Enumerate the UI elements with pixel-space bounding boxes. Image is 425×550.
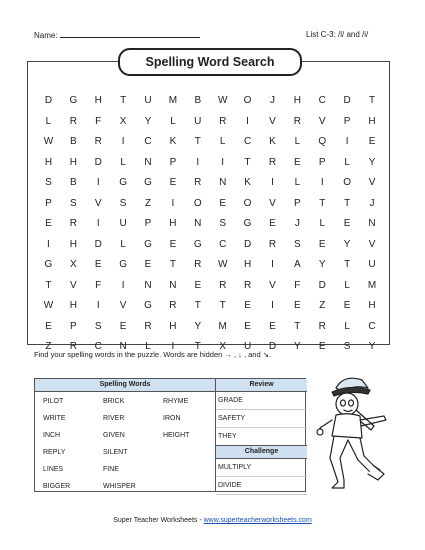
grid-letter[interactable]: U	[243, 341, 252, 352]
grid-letter[interactable]: B	[194, 95, 202, 106]
grid-letter[interactable]: S	[45, 177, 52, 188]
grid-letter[interactable]: V	[368, 238, 376, 250]
grid-letter[interactable]: T	[344, 197, 351, 209]
grid-letter[interactable]: X	[119, 115, 127, 127]
grid-letter[interactable]: L	[170, 115, 176, 127]
grid-letter[interactable]: E	[318, 341, 326, 352]
grid-letter[interactable]: U	[368, 259, 376, 270]
grid-letter[interactable]: Z	[45, 341, 52, 352]
grid-letter[interactable]: B	[70, 177, 77, 188]
spelling-word: REPLY	[43, 449, 66, 456]
grid-letter[interactable]: V	[269, 115, 276, 127]
grid-letter[interactable]: P	[144, 218, 152, 229]
grid-letter[interactable]: W	[43, 300, 54, 311]
grid-letter[interactable]: I	[171, 197, 175, 209]
grid-letter[interactable]: R	[219, 279, 227, 291]
grid-letter[interactable]: E	[343, 218, 351, 229]
grid-row	[36, 255, 384, 276]
grid-letter[interactable]: N	[169, 279, 177, 291]
grid-letter[interactable]: O	[243, 95, 252, 106]
grid-row	[36, 112, 384, 133]
grid-letter[interactable]: T	[294, 320, 301, 332]
grid-letter[interactable]: H	[293, 95, 301, 106]
spelling-word: LINES	[43, 466, 64, 473]
spelling-word: IRON	[163, 415, 181, 422]
grid-letter[interactable]: D	[243, 238, 252, 250]
grid-letter[interactable]: H	[69, 300, 77, 311]
grid-letter[interactable]: H	[368, 300, 376, 311]
grid-letter[interactable]: B	[70, 136, 77, 147]
grid-letter[interactable]: G	[69, 95, 78, 106]
grid-letter[interactable]: G	[144, 300, 152, 311]
grid-letter[interactable]: N	[144, 156, 152, 168]
grid-letter[interactable]: H	[94, 95, 102, 106]
grid-letter[interactable]: I	[345, 136, 349, 147]
letter-grid	[36, 91, 384, 358]
grid-letter[interactable]: R	[219, 115, 227, 127]
grid-letter[interactable]: D	[268, 341, 277, 352]
grid-letter[interactable]: J	[369, 197, 375, 209]
grid-letter[interactable]: R	[293, 115, 301, 127]
grid-letter[interactable]: V	[70, 279, 77, 291]
grid-letter[interactable]: D	[94, 156, 102, 168]
grid-letter[interactable]: S	[70, 197, 77, 209]
spelling-word: SILENT	[103, 449, 128, 456]
page-title: Spelling Word Search	[118, 48, 302, 76]
spelling-words-column-1	[43, 393, 70, 495]
grid-letter[interactable]: L	[145, 341, 151, 352]
grid-letter[interactable]: R	[94, 136, 102, 147]
grid-letter[interactable]: L	[294, 177, 301, 188]
grid-letter[interactable]: O	[193, 197, 202, 209]
grid-letter[interactable]: Y	[368, 156, 376, 168]
spelling-word: FINE	[103, 466, 119, 473]
grid-letter[interactable]: Y	[294, 341, 301, 352]
grid-letter[interactable]: E	[169, 177, 177, 188]
review-challenge-column	[215, 379, 307, 491]
list-label: List C-3: /l/ and /i/	[306, 30, 369, 39]
review-word: SAFETY	[216, 410, 307, 428]
grid-letter[interactable]: I	[96, 218, 100, 229]
grid-letter[interactable]: H	[368, 115, 376, 127]
grid-letter[interactable]: E	[343, 300, 351, 311]
grid-letter[interactable]: T	[319, 197, 326, 209]
grid-letter[interactable]: H	[243, 259, 252, 270]
grid-letter[interactable]: E	[119, 320, 127, 332]
grid-letter[interactable]: G	[44, 259, 53, 270]
grid-letter[interactable]: P	[45, 197, 52, 209]
grid-letter[interactable]: C	[318, 95, 326, 106]
grid-letter[interactable]: H	[69, 156, 77, 168]
grid-letter[interactable]: Y	[318, 259, 326, 270]
instructions: Find your spelling words in the puzzle. Words are hidden → , ↓ , and ↘.	[34, 350, 272, 359]
grid-row	[36, 173, 384, 194]
grid-letter[interactable]: R	[268, 238, 277, 250]
grid-letter[interactable]: E	[269, 218, 276, 229]
grid-letter[interactable]: H	[44, 156, 53, 168]
grid-letter[interactable]: G	[119, 177, 127, 188]
grid-letter[interactable]: L	[294, 136, 301, 147]
grid-letter[interactable]: I	[271, 300, 274, 311]
grid-letter[interactable]: I	[171, 341, 175, 352]
grid-letter[interactable]: U	[194, 115, 202, 127]
grid-letter[interactable]: E	[94, 259, 102, 270]
grid-letter[interactable]: C	[94, 341, 102, 352]
grid-letter[interactable]: R	[69, 341, 77, 352]
grid-letter[interactable]: I	[246, 115, 249, 127]
grid-letter[interactable]: S	[343, 341, 351, 352]
grid-letter[interactable]: W	[217, 259, 228, 270]
grid-letter[interactable]: K	[269, 136, 276, 147]
spelling-words-header: Spelling Words	[35, 379, 216, 392]
grid-letter[interactable]: T	[368, 95, 376, 106]
grid-letter[interactable]: R	[144, 320, 152, 332]
grid-row	[36, 276, 384, 297]
grid-letter[interactable]: R	[69, 115, 77, 127]
grid-letter[interactable]: E	[219, 197, 227, 209]
name-blank-line[interactable]	[60, 30, 200, 38]
grid-letter[interactable]: I	[221, 156, 225, 168]
grid-letter[interactable]: Y	[194, 320, 202, 332]
name-label: Name:	[34, 31, 58, 40]
grid-letter[interactable]: I	[121, 136, 125, 147]
grid-letter[interactable]: C	[144, 136, 152, 147]
review-word: GRADE	[216, 392, 307, 410]
spelling-word: INCH	[43, 432, 61, 439]
challenge-header: Challenge	[216, 446, 307, 459]
grid-letter[interactable]: N	[219, 177, 227, 188]
word-list-table	[34, 378, 306, 492]
grid-letter[interactable]: S	[119, 197, 127, 209]
grid-letter[interactable]: N	[194, 218, 202, 229]
grid-letter[interactable]: A	[294, 259, 301, 270]
grid-letter[interactable]: L	[344, 279, 350, 291]
review-header: Review	[216, 379, 307, 392]
grid-letter[interactable]: V	[368, 177, 376, 188]
grid-row	[36, 214, 384, 235]
grid-row	[36, 317, 384, 338]
grid-letter[interactable]: S	[94, 320, 102, 332]
grid-letter[interactable]: H	[169, 320, 177, 332]
pilot-illustration	[314, 370, 394, 500]
grid-letter[interactable]: R	[318, 320, 326, 332]
grid-letter[interactable]: I	[320, 177, 324, 188]
review-word: THEY	[216, 428, 307, 446]
grid-letter[interactable]: E	[294, 156, 301, 168]
grid-row	[36, 153, 384, 174]
grid-letter[interactable]: T	[45, 279, 52, 291]
grid-letter[interactable]: Y	[343, 238, 351, 250]
grid-letter[interactable]: N	[368, 218, 376, 229]
grid-letter[interactable]: H	[69, 238, 77, 250]
grid-letter[interactable]: I	[121, 279, 125, 291]
grid-letter[interactable]: E	[45, 320, 52, 332]
challenge-word: DIVIDE	[216, 477, 307, 495]
grid-letter[interactable]: L	[319, 218, 326, 229]
grid-letter[interactable]: I	[96, 300, 100, 311]
footer-text: Super Teacher Worksheets -	[113, 517, 204, 524]
grid-letter[interactable]: V	[269, 197, 276, 209]
grid-letter[interactable]: G	[193, 238, 202, 250]
grid-letter[interactable]: C	[368, 320, 376, 332]
grid-letter[interactable]: T	[244, 156, 251, 168]
grid-letter[interactable]: E	[294, 300, 301, 311]
grid-letter[interactable]: L	[120, 156, 126, 168]
grid-letter[interactable]: E	[244, 320, 251, 332]
grid-letter[interactable]: K	[244, 177, 251, 188]
grid-letter[interactable]: P	[169, 156, 177, 168]
grid-letter[interactable]: I	[96, 177, 100, 188]
challenge-word: MULTIPLY	[216, 459, 307, 477]
grid-letter[interactable]: I	[47, 238, 50, 250]
name-field-label	[34, 30, 200, 40]
grid-letter[interactable]: S	[294, 238, 301, 250]
grid-letter[interactable]: E	[244, 300, 251, 311]
grid-letter[interactable]: D	[318, 279, 326, 291]
grid-letter[interactable]: E	[194, 279, 202, 291]
grid-letter[interactable]: I	[271, 177, 274, 188]
grid-letter[interactable]: D	[94, 238, 102, 250]
spelling-words-column-2	[103, 393, 136, 495]
spelling-words-column-3	[163, 393, 189, 444]
grid-letter[interactable]: F	[294, 279, 301, 291]
grid-letter[interactable]: U	[119, 218, 127, 229]
grid-letter[interactable]: T	[194, 136, 201, 147]
grid-letter[interactable]: S	[219, 218, 227, 229]
grid-letter[interactable]: O	[243, 197, 252, 209]
grid-letter[interactable]: T	[219, 300, 226, 311]
grid-letter[interactable]: Q	[318, 136, 327, 147]
grid-letter[interactable]: X	[219, 341, 227, 352]
grid-letter[interactable]: Z	[319, 300, 326, 311]
grid-row	[36, 194, 384, 215]
grid-letter[interactable]: Y	[144, 115, 152, 127]
grid-letter[interactable]: O	[343, 177, 352, 188]
grid-letter[interactable]: Y	[368, 341, 376, 352]
grid-letter[interactable]: W	[217, 95, 228, 106]
grid-letter[interactable]: F	[95, 279, 102, 291]
grid-row	[36, 132, 384, 153]
grid-letter[interactable]: R	[194, 177, 202, 188]
grid-letter[interactable]: R	[268, 156, 277, 168]
spelling-word: RHYME	[163, 398, 189, 405]
grid-letter[interactable]: R	[243, 279, 252, 291]
grid-letter[interactable]: L	[344, 320, 350, 332]
grid-letter[interactable]: P	[294, 197, 301, 209]
spelling-word: BIGGER	[43, 483, 71, 490]
grid-letter[interactable]: E	[169, 238, 177, 250]
spelling-word: HEIGHT	[163, 432, 190, 439]
grid-letter[interactable]: D	[44, 95, 53, 106]
grid-letter[interactable]: E	[144, 259, 152, 270]
grid-letter[interactable]: L	[344, 156, 350, 168]
spelling-word: WHISPER	[103, 483, 136, 490]
grid-letter[interactable]: H	[169, 218, 177, 229]
grid-row	[36, 235, 384, 256]
grid-letter[interactable]: G	[144, 238, 152, 250]
spelling-word: GIVEN	[103, 432, 125, 439]
grid-letter[interactable]: L	[45, 115, 52, 127]
grid-letter[interactable]: P	[70, 320, 77, 332]
grid-letter[interactable]: E	[45, 218, 52, 229]
grid-letter[interactable]: V	[318, 115, 326, 127]
grid-letter[interactable]: T	[344, 259, 351, 270]
grid-row	[36, 296, 384, 317]
grid-letter[interactable]: V	[119, 300, 127, 311]
grid-letter[interactable]: E	[318, 238, 326, 250]
grid-letter[interactable]: L	[219, 136, 226, 147]
grid-letter[interactable]: C	[243, 136, 252, 147]
grid-letter[interactable]: M	[168, 95, 178, 106]
grid-letter[interactable]: M	[367, 279, 377, 291]
footer-link[interactable]: www.superteacherworksheets.com	[203, 517, 312, 524]
grid-letter[interactable]: K	[169, 136, 177, 147]
grid-letter[interactable]: I	[271, 259, 274, 270]
grid-letter[interactable]: C	[219, 238, 227, 250]
grid-letter[interactable]: P	[318, 156, 326, 168]
grid-letter[interactable]: J	[294, 218, 300, 229]
grid-letter[interactable]: X	[70, 259, 77, 270]
grid-letter[interactable]: D	[343, 95, 351, 106]
grid-letter[interactable]: R	[194, 259, 202, 270]
grid-letter[interactable]: J	[269, 95, 275, 106]
grid-letter[interactable]: L	[120, 238, 126, 250]
grid-letter[interactable]: T	[120, 95, 127, 106]
grid-letter[interactable]: T	[169, 259, 176, 270]
grid-letter[interactable]: F	[95, 115, 102, 127]
spelling-word: BRICK	[103, 398, 125, 405]
grid-letter[interactable]: T	[194, 300, 201, 311]
grid-letter[interactable]: R	[169, 300, 177, 311]
spelling-word: PILOT	[43, 398, 64, 405]
grid-letter[interactable]: G	[119, 259, 127, 270]
grid-letter[interactable]: W	[43, 136, 54, 147]
grid-letter[interactable]: E	[269, 320, 276, 332]
grid-letter[interactable]: G	[243, 218, 252, 229]
grid-letter[interactable]: U	[144, 95, 152, 106]
grid-letter[interactable]: E	[368, 136, 376, 147]
grid-letter[interactable]: V	[269, 279, 276, 291]
grid-letter[interactable]: T	[194, 341, 201, 352]
grid-letter[interactable]: M	[218, 320, 227, 332]
grid-letter[interactable]: P	[343, 115, 351, 127]
grid-letter[interactable]: N	[144, 279, 152, 291]
footer	[0, 517, 425, 524]
grid-letter[interactable]: V	[94, 197, 102, 209]
grid-letter[interactable]: G	[144, 177, 152, 188]
grid-row	[36, 91, 384, 112]
grid-letter[interactable]: Z	[144, 197, 152, 209]
grid-letter[interactable]: N	[119, 341, 127, 352]
grid-letter[interactable]: R	[69, 218, 77, 229]
spelling-word: RIVER	[103, 415, 125, 422]
spelling-word: WRITE	[43, 415, 66, 422]
grid-letter[interactable]: I	[196, 156, 200, 168]
